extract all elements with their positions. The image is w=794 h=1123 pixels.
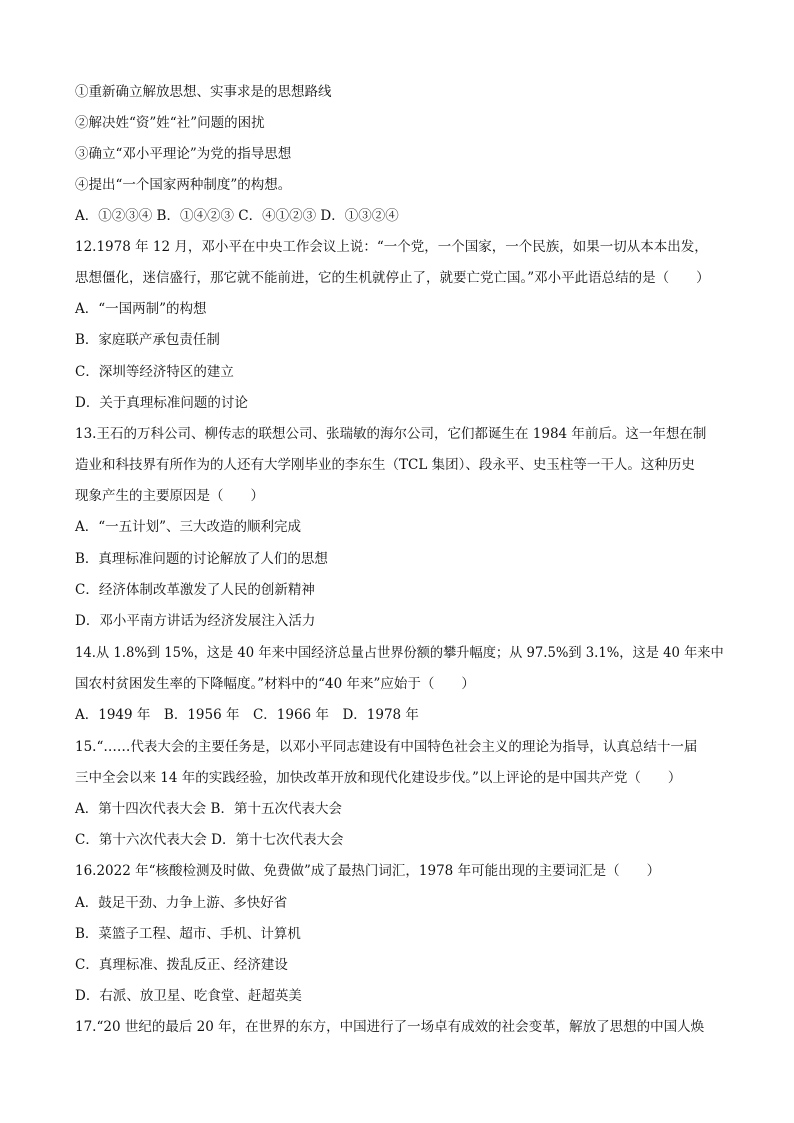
q13-choice-a: A．“一五计划”、三大改造的顺利完成 <box>75 519 302 535</box>
q16-choice-d: D．右派、放卫星、吃食堂、赶超英美 <box>75 988 302 1004</box>
q14-stem-line-1: 14.从 1.8%到 15%，这是 40 年来中国经济总量占世界份额的攀升幅度；从 97.5%到 3.1%，这是 40 年来中 <box>75 645 724 661</box>
q13-stem-line-2: 造业和科技界有所作为的人还有大学刚毕业的李东生（TCL 集团）、段永平、史玉柱等一干人。这种历史 <box>75 457 695 473</box>
q13-stem-line-3: 现象产生的主要原因是（ ） <box>75 488 264 504</box>
q12-choice-b: B．家庭联产承包责任制 <box>75 332 220 348</box>
q15-stem-line-2: 三中全会以来 14 年的实践经验，加快改革开放和现代化建设步伐。”以上评论的是中国共产党（ ） <box>75 770 682 786</box>
option-statement-2: ②解决姓“资”姓“社”问题的困扰 <box>75 115 265 131</box>
q16-choice-a: A．鼓足干劲、力争上游、多快好省 <box>75 895 288 911</box>
q15-stem-line-1: 15.“……代表大会的主要任务是，以邓小平同志建设有中国特色社会主义的理论为指导，认真总结十一届 <box>75 739 698 755</box>
q14-choices: A．1949 年 B．1956 年 C．1966 年 D．1978 年 <box>75 707 419 723</box>
q12-stem-line-1: 12.1978 年 12 月，邓小平在中央工作会议上说：“一个党，一个国家，一个民族，如果一切从本本出发， <box>75 239 708 255</box>
q13-choice-c: C．经济体制改革激发了人民的创新精神 <box>75 582 315 598</box>
q15-choices-ab: A．第十四次代表大会 B．第十五次代表大会 <box>75 801 342 817</box>
q16-choice-c: C．真理标准、拨乱反正、经济建设 <box>75 957 288 973</box>
q17-stem-line-1: 17.“20 世纪的最后 20 年，在世界的东方，中国进行了一场卓有成效的社会变革，解放了思想的中国人焕 <box>75 1019 705 1035</box>
q13-choice-d: D．邓小平南方讲话为经济发展注入活力 <box>75 613 316 629</box>
q12-stem-line-2: 思想僵化，迷信盛行，那它就不能前进，它的生机就停止了，就要亡党亡国。”邓小平此语总结的是（ ） <box>75 270 710 286</box>
q14-stem-line-2: 国农村贫困发生率的下降幅度。”材料中的“40 年来”应始于（ ） <box>75 676 475 692</box>
option-statement-4: ④提出“一个国家两种制度”的构想。 <box>75 177 292 193</box>
q16-choice-b: B．菜篮子工程、超市、手机、计算机 <box>75 926 301 942</box>
option-statement-1: ①重新确立解放思想、实事求是的思想路线 <box>75 84 332 100</box>
q15-choices-cd: C．第十六次代表大会 D．第十七次代表大会 <box>75 832 344 848</box>
q12-choice-a: A．“一国两制”的构想 <box>75 301 207 317</box>
option-statement-3: ③确立“邓小平理论”为党的指导思想 <box>75 146 292 162</box>
q16-stem: 16.2022 年“核酸检测及时做、免费做”成了最热门词汇，1978 年可能出现的主要词汇是（ ） <box>75 863 661 879</box>
q12-choice-c: C．深圳等经济特区的建立 <box>75 364 234 380</box>
q11-choices: A．①②③④ B．①④②③ C．④①②③ D．①③②④ <box>75 208 399 224</box>
q13-choice-b: B．真理标准问题的讨论解放了人们的思想 <box>75 551 328 567</box>
q12-choice-d: D．关于真理标准问题的讨论 <box>75 395 248 411</box>
q13-stem-line-1: 13.王石的万科公司、柳传志的联想公司、张瑞敏的海尔公司，它们都诞生在 1984 年前后。这一年想在制 <box>75 426 707 442</box>
